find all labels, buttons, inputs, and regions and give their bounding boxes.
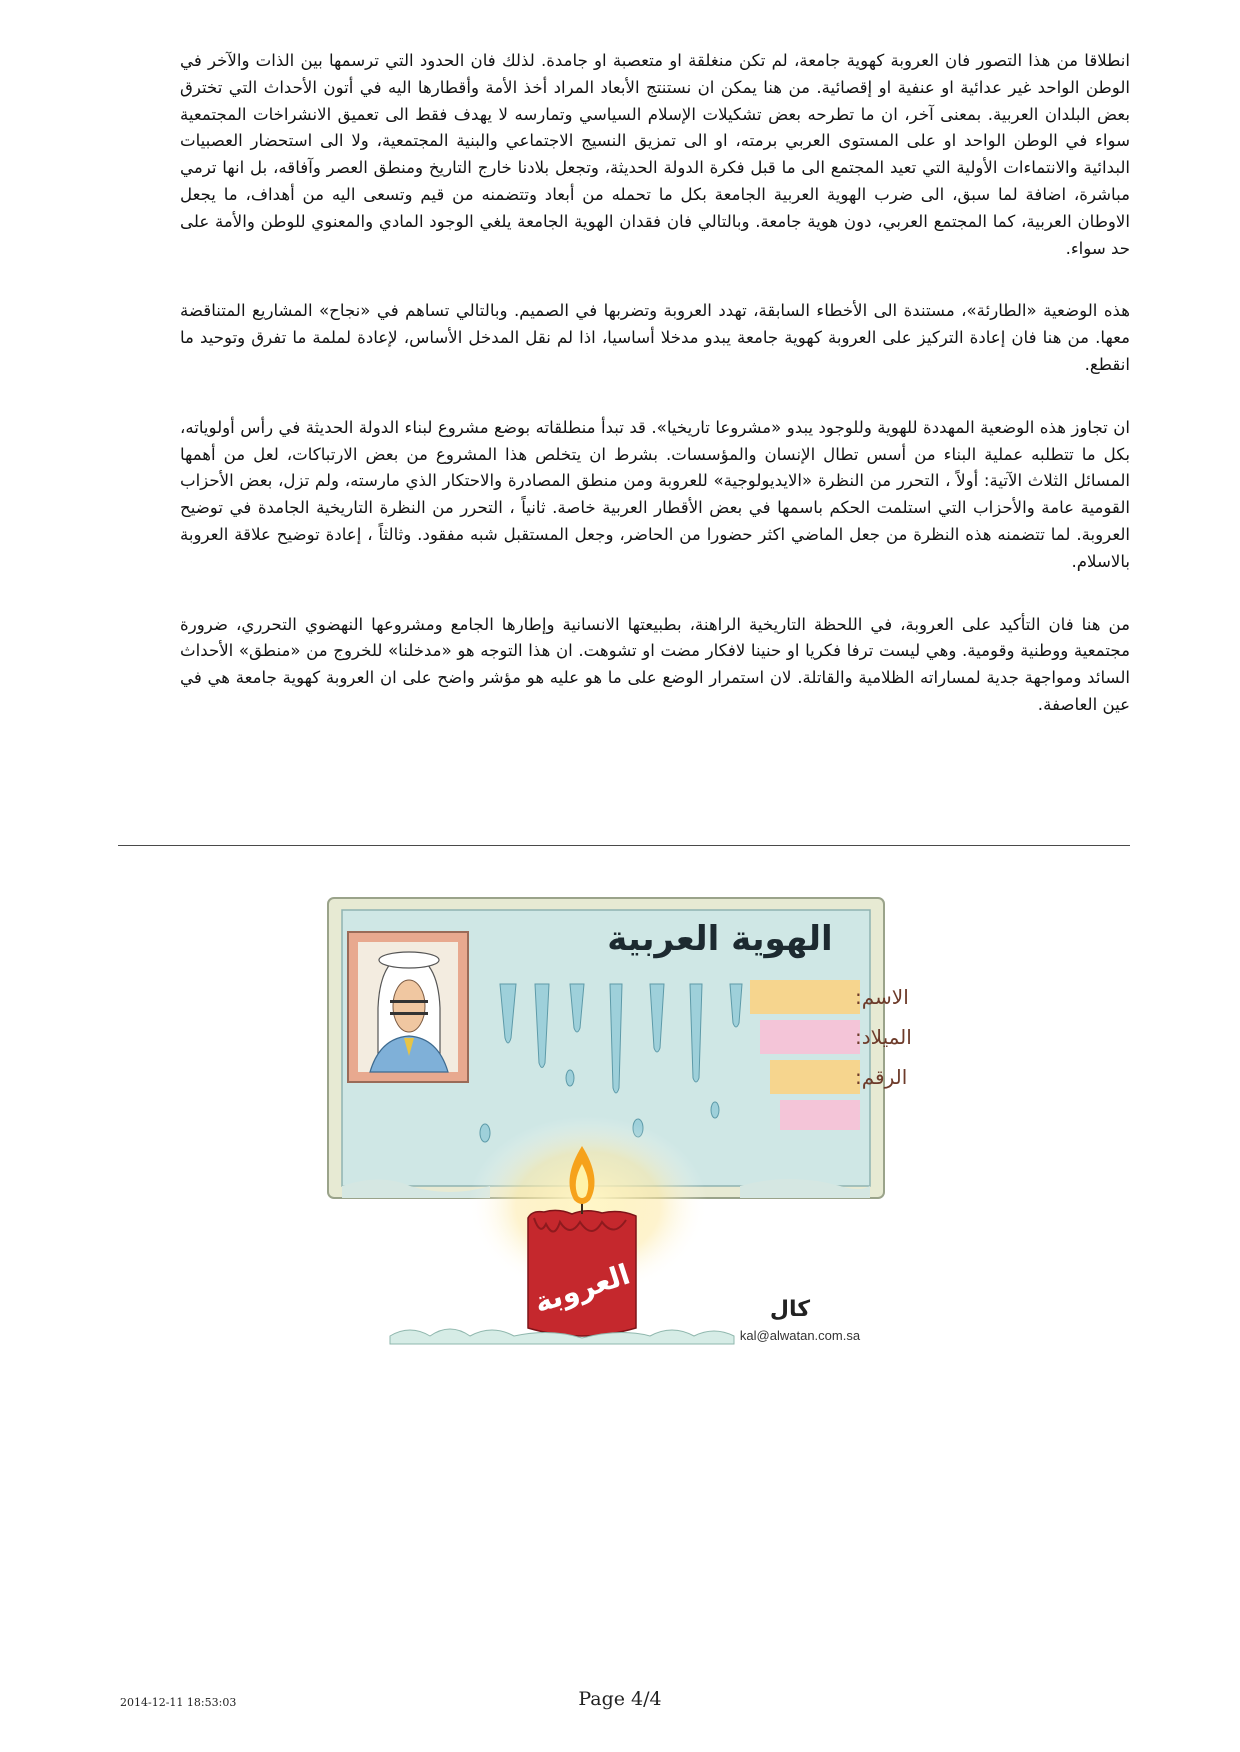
article-body (180, 48, 1130, 755)
paragraph-2: هذه الوضعية «الطارئة»، مستندة الى الأخطاء السابقة، تهدد العروبة وتضربها في الصميم. وبالتالي تساهم في «نجاح» المشاريع المتناقضة معها. من هنا فان إعادة التركيز على العروبة كهوية جامعة يبدو مدخلا أساسيا، اذا لم نقل المدخل الأساس، لإعادة لملمة ما تفرق وتوحيد ما انقطع. (180, 301, 1130, 374)
cartoon-image (320, 888, 930, 1368)
cartoon-title: الهوية العربية (607, 919, 833, 959)
horizontal-divider (118, 845, 1130, 846)
print-timestamp: 2014-12-11 18:53:03 (120, 1696, 237, 1709)
page-number: Page 4/4 (578, 1688, 662, 1710)
cartoonist-signature: كال (769, 1297, 811, 1322)
paragraph-4: من هنا فان التأكيد على العروبة، في اللحظة التاريخية الراهنة، بطبيعتها الانسانية وإطارها الجامع ومشروعها النهضوي التحرري، ضرورة مجتمعية ووطنية وقومية. وهي ليست ترفا فكريا او حنينا لافكار مضت او تشوهت. ان هذا التوجه هو «مدخلنا» للخروج من «منطق» الأحداث السائد ومواجهة جدية لمساراته الظلامية والقاتلة. لان استمرار الوضع على ما هو عليه هو مؤشر واضح على ان العروبة كهوية جامعة هي في عين العاصفة. (180, 614, 1130, 714)
field-number: الرقم: (855, 1065, 908, 1089)
paragraph-1: انطلاقا من هذا التصور فان العروبة كهوية جامعة، لم تكن منغلقة او متعصبة او جامدة. لذلك فان الحدود التي ترسمها بين الذات والآخر في الوطن الواحد غير عدائية او عنفية او إقصائية. من هنا يمكن ان نستنتج الأبعاد المراد أخذ الأمة وأقطارها اليه في أتون الأحداث التي تخترق بعض البلدان العربية. بمعنى آخر، ان ما تطرحه بعض تشكيلات الإسلام السياسي وتمارسه لا يهدف فقط الى تعميق الانشراخات المجتمعية سواء في الوطن الواحد او على المستوى العربي برمته، او الى تمزيق النسيج الاجتماعي والبنية المجتمعية، ولا الى استحضار العصبيات البدائية والانتماءات الأولية التي تعيد المجتمع الى ما قبل فكرة الدولة الحديثة، وتجعل بلادنا خارج التاريخ ومنطق العصر وآفاقه، بل انها ترمي مباشرة، اضافة لما سبق، الى ضرب الهوية العربية الجامعة بكل ما تحمله من أبعاد وتتضمنه من قيم وتسعى اليه من أهداف، ما يجعل الاوطان العربية، كما المجتمع العربي، دون هوية جامعة. وبالتالي فان فقدان الهوية الجامعة يلغي الوجود المادي والمعنوي للوطن والأمة على حد سواء. (180, 51, 1130, 258)
field-birth: الميلاد: (855, 1025, 912, 1049)
cartoonist-email: kal@alwatan.com.sa (739, 1328, 861, 1343)
field-name: الاسم: (855, 985, 909, 1009)
paragraph-3: ان تجاوز هذه الوضعية المهددة للهوية وللوجود يبدو «مشروعا تاريخيا». قد تبدأ منطلقاته بوضع مشروع لبناء الدولة الحديثة في رأس أولوياته، بكل ما تتطلبه عملية البناء من أسس تطال الإنسان والمؤسسات. بشرط ان يتخلص هذا المشروع من بعض الارتباكات، لعل من أهمها المسائل الثلاث الآتية: أولاً ، التحرر من النظرة «الايديولوجية» للعروبة ومن منطق المصادرة والاحتكار الذي مارسته، ولم تزل، بعض الأحزاب القومية عامة والأحزاب التي استلمت الحكم باسمها في بعض الأقطار العربية خاصة. ثانياً ، التحرر من النظرة التاريخية الجامدة في توضيح العروبة. لما تتضمنه هذه النظرة من جعل الماضي اكثر حضورا من الحاضر، وجعل المستقبل شبه مفقود. وثالثاً ، إعادة توضيح علاقة العروبة بالاسلام. (180, 417, 1130, 571)
candle-label: العروبة (530, 1257, 634, 1320)
